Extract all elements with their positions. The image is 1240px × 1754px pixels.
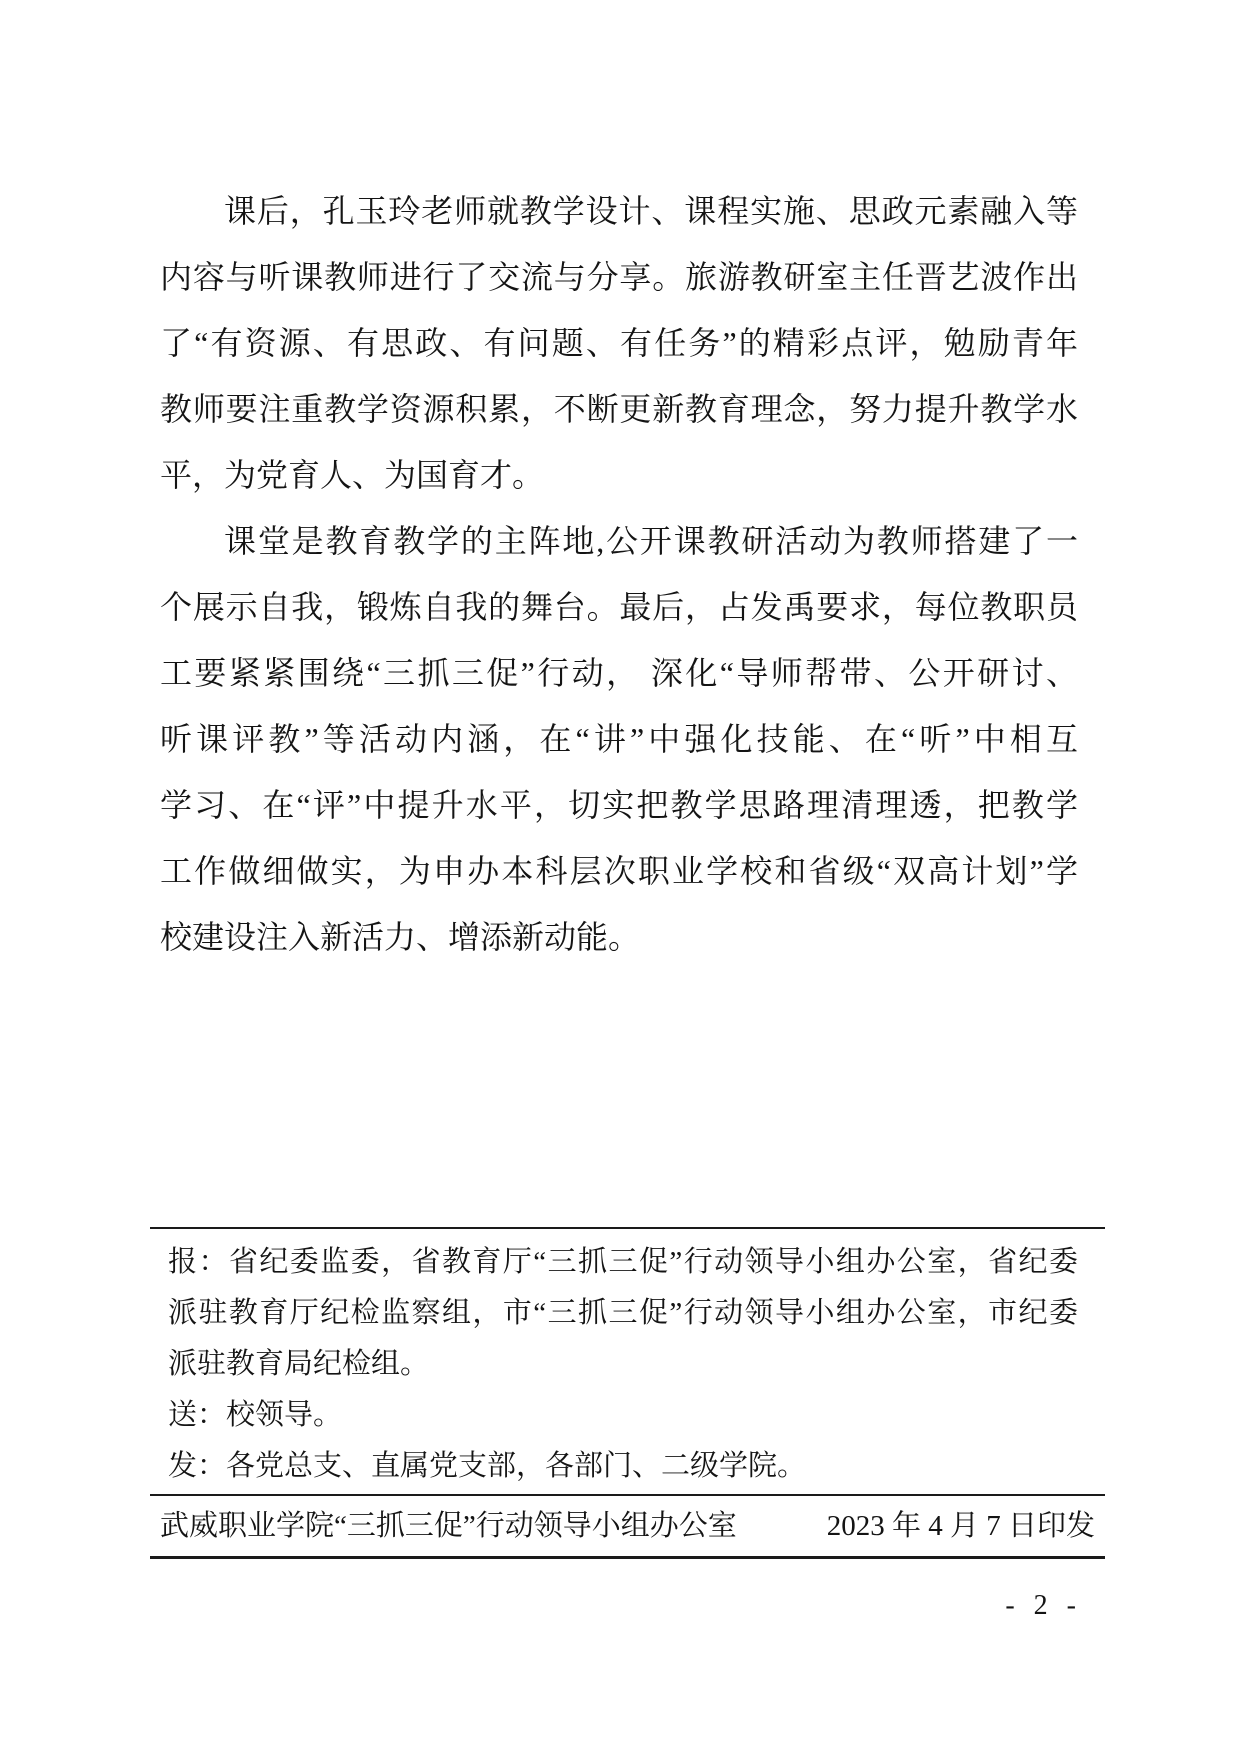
send-to-line: 送：校领导。 bbox=[168, 1399, 343, 1431]
distribution-block bbox=[168, 1237, 1078, 1492]
body-line: 内容与听课教师进行了交流与分享。旅游教研室主任晋艺波作出 bbox=[160, 259, 1078, 295]
report-to-line: 报：省纪委监委，省教育厅“三抓三促”行动领导小组办公室，省纪委 bbox=[168, 1246, 1078, 1278]
body-line: 教师要注重教学资源积累，不断更新教育理念，努力提升教学水 bbox=[160, 391, 1078, 427]
issuing-office: 武威职业学院“三抓三促”行动领导小组办公室 bbox=[160, 1510, 737, 1542]
colophon-top-divider bbox=[150, 1494, 1105, 1496]
body-line: 个展示自我，锻炼自我的舞台。最后，占发禹要求，每位教职员 bbox=[160, 589, 1078, 625]
report-to-line: 派驻教育局纪检组。 bbox=[168, 1348, 430, 1380]
body-line: 学习、在“评”中提升水平，切实把教学思路理清理透，把教学 bbox=[160, 787, 1078, 823]
print-date: 2023 年 4 月 7 日印发 bbox=[826, 1510, 1095, 1542]
distribute-to-line: 发：各党总支、直属党支部，各部门、二级学院。 bbox=[168, 1450, 807, 1482]
colophon bbox=[160, 1502, 1095, 1550]
body-line: 校建设注入新活力、增添新动能。 bbox=[160, 919, 641, 955]
body-line: 听课评教”等活动内涵，在“讲”中强化技能、在“听”中相互 bbox=[160, 721, 1078, 757]
colophon-bottom-divider bbox=[150, 1556, 1105, 1559]
page-number: - 2 - bbox=[1005, 1590, 1082, 1621]
distribution-top-divider bbox=[150, 1227, 1105, 1229]
body-line: 工作做细做实，为申办本科层次职业学校和省级“双高计划”学 bbox=[160, 853, 1078, 889]
document-body bbox=[160, 178, 1078, 970]
body-line: 平，为党育人、为国育才。 bbox=[160, 457, 545, 493]
body-line: 课堂是教育教学的主阵地,公开课教研活动为教师搭建了一 bbox=[224, 523, 1078, 559]
report-to-line: 派驻教育厅纪检监察组，市“三抓三促”行动领导小组办公室，市纪委 bbox=[168, 1297, 1078, 1329]
body-line: 课后，孔玉玲老师就教学设计、课程实施、思政元素融入等 bbox=[224, 193, 1078, 229]
body-line: 了“有资源、有思政、有问题、有任务”的精彩点评，勉励青年 bbox=[160, 325, 1078, 361]
body-line: 工要紧紧围绕“三抓三促”行动， 深化“导师帮带、公开研讨、 bbox=[160, 655, 1078, 691]
